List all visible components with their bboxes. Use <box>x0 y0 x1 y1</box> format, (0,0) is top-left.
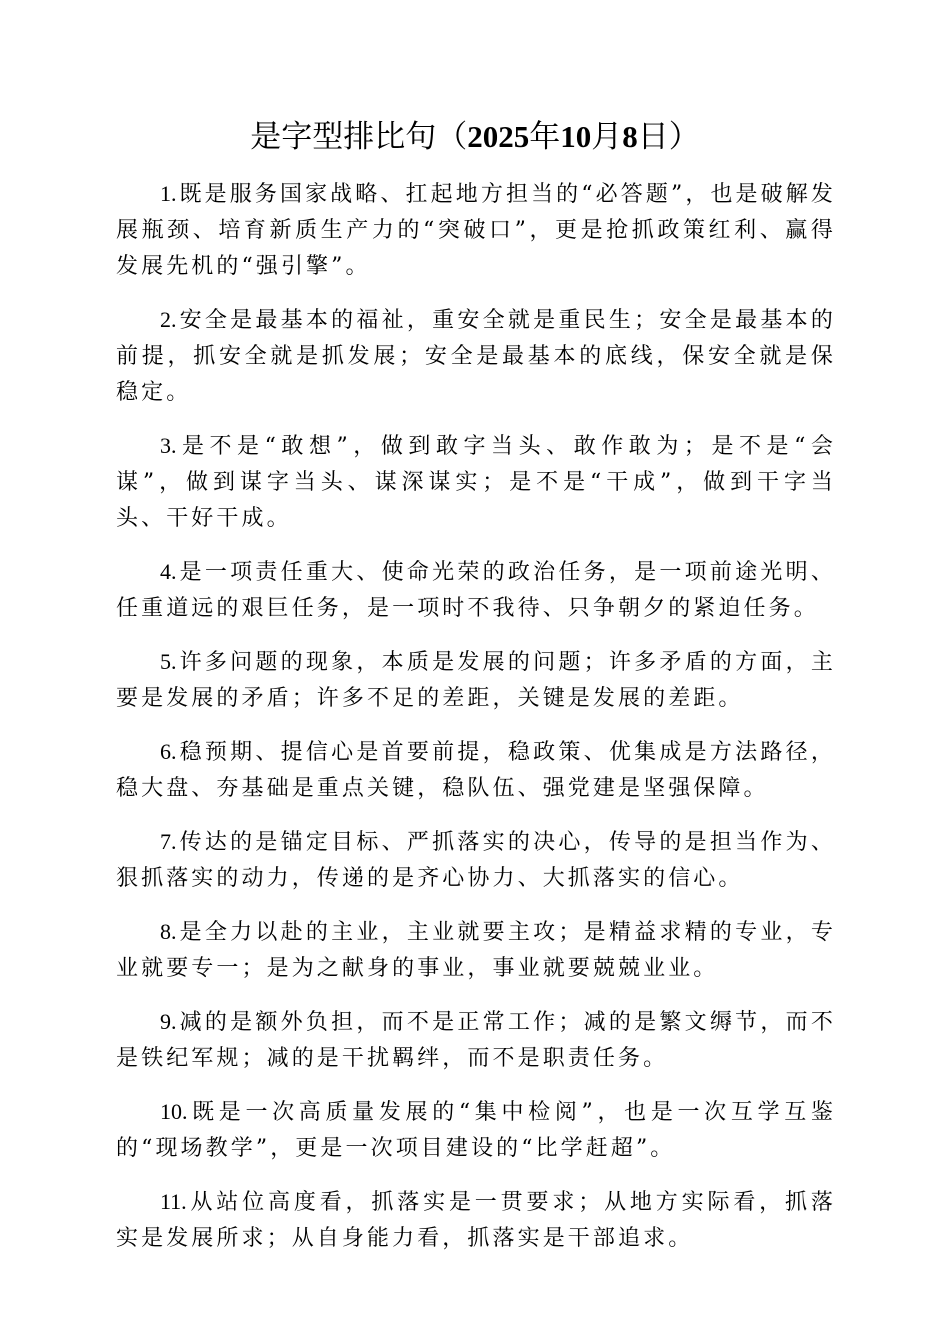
title-text: 是字型排比句（ <box>250 119 468 155</box>
paragraph <box>116 1004 836 1077</box>
paragraph <box>116 302 836 411</box>
paragraph-number: 10. <box>160 1099 188 1124</box>
document-body <box>116 176 836 1274</box>
paragraph-text: 是不是“敢想”，做到敢字当头、敢作敢为；是不是“会谋”，做到谋字当头、谋深谋实；是不是“干成”，做到干字当头、干好干成。 <box>116 434 836 531</box>
paragraph <box>116 644 836 717</box>
paragraph <box>116 1094 836 1167</box>
title-month-unit: 月 <box>591 119 623 155</box>
paragraph-number: 4. <box>160 559 177 584</box>
paragraph-number: 2. <box>160 307 177 332</box>
paragraph-text: 安全是最基本的福祉，重安全就是重民生；安全是最基本的前提，抓安全就是抓发展；安全是最基本的底线，保安全就是保稳定。 <box>116 308 836 405</box>
title-year-unit: 年 <box>529 119 561 155</box>
title-month: 10 <box>560 119 592 154</box>
paragraph-number: 3. <box>160 433 177 458</box>
paragraph <box>116 824 836 897</box>
paragraph-text: 既是服务国家战略、扛起地方担当的“必答题”，也是破解发展瓶颈、培育新质生产力的“突破口”，更是抢抓政策红利、赢得发展先机的“强引擎”。 <box>116 182 836 279</box>
paragraph-text: 许多问题的现象，本质是发展的问题；许多矛盾的方面，主要是发展的矛盾；许多不足的差距，关键是发展的差距。 <box>116 650 836 711</box>
paragraph-number: 6. <box>160 739 177 764</box>
paragraph-number: 7. <box>160 829 177 854</box>
title-day-unit: 日） <box>637 119 700 155</box>
title-day: 8 <box>622 119 638 154</box>
paragraph-number: 1. <box>160 181 177 206</box>
paragraph-text: 稳预期、提信心是首要前提，稳政策、优集成是方法路径，稳大盘、夯基础是重点关键，稳队伍、强党建是坚强保障。 <box>116 740 836 801</box>
paragraph <box>116 428 836 537</box>
paragraph-text: 从站位高度看，抓落实是一贯要求；从地方实际看，抓落实是发展所求；从自身能力看，抓落实是干部追求。 <box>116 1190 836 1251</box>
paragraph-number: 5. <box>160 649 177 674</box>
paragraph-text: 传达的是锚定目标、严抓落实的决心，传导的是担当作为、狠抓落实的动力，传递的是齐心协力、大抓落实的信心。 <box>116 830 836 891</box>
paragraph <box>116 554 836 627</box>
paragraph <box>116 1184 836 1257</box>
title-year: 2025 <box>467 119 530 154</box>
paragraph-text: 是一项责任重大、使命光荣的政治任务，是一项前途光明、任重道远的艰巨任务，是一项时不我待、只争朝夕的紧迫任务。 <box>116 560 836 621</box>
paragraph-number: 8. <box>160 919 177 944</box>
paragraph <box>116 914 836 987</box>
paragraph-text: 减的是额外负担，而不是正常工作；减的是繁文缛节，而不是铁纪军规；减的是干扰羁绊，而不是职责任务。 <box>116 1010 836 1071</box>
paragraph-number: 9. <box>160 1009 177 1034</box>
paragraph <box>116 176 836 285</box>
document-title <box>0 112 950 162</box>
paragraph <box>116 734 836 807</box>
paragraph-text: 既是一次高质量发展的“集中检阅”，也是一次互学互鉴的“现场教学”，更是一次项目建设的“比学赶超”。 <box>116 1100 836 1161</box>
paragraph-number: 11. <box>160 1189 187 1214</box>
paragraph-text: 是全力以赴的主业，主业就要主攻；是精益求精的专业，专业就要专一；是为之献身的事业，事业就要兢兢业业。 <box>116 920 836 981</box>
